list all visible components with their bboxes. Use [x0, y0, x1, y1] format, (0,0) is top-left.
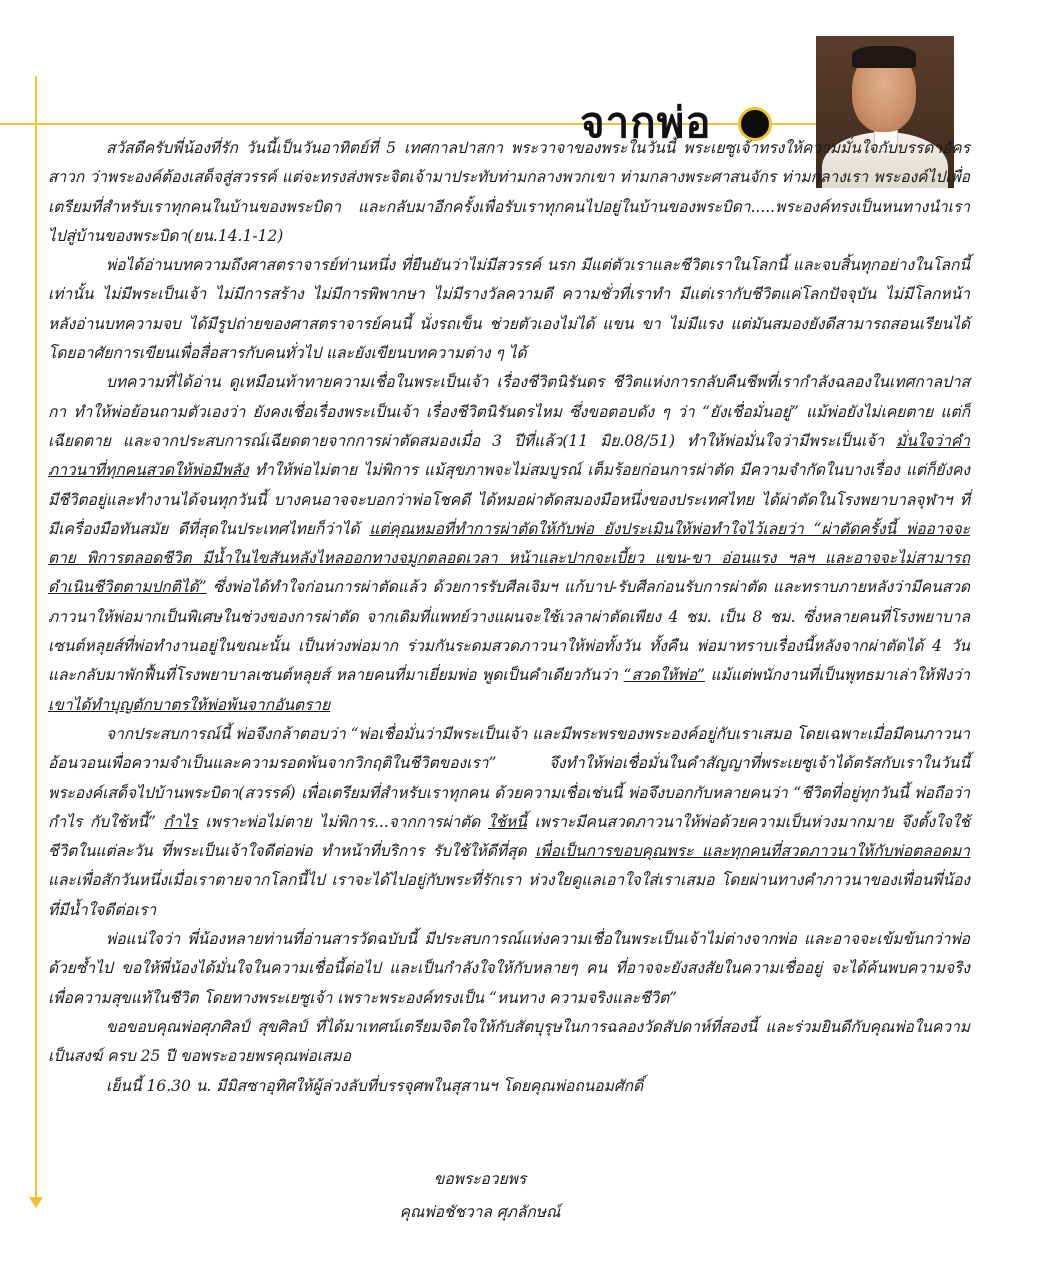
underlined-text: แต่คุณหมอที่ทำการผ่าตัดให้กับพ่อ ยังประเมินให้พ่อทำใจไว้เลยว่า “ผ่าตัดครั้งนี้ พ่ออาจจะตาย พิการตลอดชีวิต มีน้ำในไขสันหลังไหลออกทางจมูกตลอดเวลา หน้าและปากจะเบี้ยว แขน-ขา อ่อนแรง ฯลฯ และอาจจะไม่สามารถดำเนินชีวิตตามปกติได้”: [48, 519, 970, 597]
paragraph: [48, 251, 970, 368]
text-segment: สวัสดีครับพี่น้องที่รัก วันนี้เป็นวันอาทิตย์ที่ 5 เทศกาลปาสกา พระวาจาของพระในวันนี้ พระเยซูเจ้าทรงให้ความมั่นใจกับบรรดาอัครสาวก ว่าพระองค์ต้องเสด็จสู่สวรรค์ แต่จะทรงส่งพระจิตเจ้ามาประทับท่ามกลางพวกเขา ท่ามกลางพระศาสนจักร ท่ามกลางเรา พระองค์ไปเพื่อเตรียมที่สำหรับเราทุกคนในบ้านของพระบิดา และกลับมาอีกครั้งเพื่อรับเราทุกคนไปอยู่ในบ้านของพระบิดา.....พระองค์ทรงเป็นหนทางนำเราไปสู่บ้านของพระบิดา(ยน.14.1-12): [48, 139, 970, 245]
text-segment: เพราะมีคนสวดภาวนาให้พ่อด้วยความเป็นห่วงมากมาย จึงตั้งใจใช้ชีวิตในแต่ละวัน ที่พระเป็นเจ้าใจดีต่อพ่อ ทำหน้าที่บริการ รับใช้ให้ดีที่สุด: [48, 812, 970, 861]
signature-blessing: ขอพระอวยพร: [433, 1170, 527, 1188]
paragraph: [48, 720, 970, 925]
underlined-text: เพื่อเป็นการขอบคุณพระ และทุกคนที่สวดภาวนาให้กับพ่อตลอดมา: [535, 842, 970, 861]
text-segment: และเพื่อสักวันหนึ่งเมื่อเราตายจากโลกนี้ไป เราจะได้ไปอยู่กับพระที่รักเรา ห่วงใยดูแลเอาใจใส่เราเสมอ โดยผ่านทางคำภาวนาของเพื่อนพี่น้องที่มีน้ำใจดีต่อเรา: [48, 871, 970, 919]
text-segment: เย็นนี้ 16.30 น. มีมิสซาอุทิศให้ผู้ล่วงลับที่บรรจุศพในสุสานฯ โดยคุณพ่อถนอมศักดิ์: [106, 1076, 644, 1095]
text-segment: บทความที่ได้อ่าน ดูเหมือนท้าทายความเชื่อในพระเป็นเจ้า เรื่องชีวิตนิรันดร ชีวิตแห่งการกลับคืนชีพที่เรากำลังฉลองในเทศกาลปาสกา ทำให้พ่อย้อนถามตัวเองว่า ยังคงเชื่อเรื่องพระเป็นเจ้า เรื่องชีวิตนิรันดรไหม ซึ่งขอตอบดัง ๆ ว่า “ยังเชื่อมั่นอยู่” แม้พ่อยังไม่เคยตาย แต่ก็เฉียดตาย และจากประสบการณ์เฉียดตายจากการผ่าตัดสมองเมื่อ 3 ปีที่แล้ว(11 มิย.08/51) ทำให้พ่อมั่นใจว่ามีพระเป็นเจ้า: [48, 373, 970, 450]
underlined-text: ใช้หนี้: [487, 812, 527, 831]
text-segment: ซึ่งพ่อได้ทำใจก่อนการผ่าตัดแล้ว ด้วยการรับศีลเจิมฯ แก้บาป-รับศีลก่อนรับการผ่าตัด และทราบภายหลังว่ามีคนสวดภาวนาให้พ่อมากเป็นพิเศษในช่วงของการผ่าตัด จากเดิมที่แพทย์วางแผนจะใช้เวลาผ่าตัดเพียง 4 ชม. เป็น 8 ชม. ซึ่งหลายคนที่โรงพยาบาลเซนต์หลุยส์ที่พ่อทำงานอยู่ในขณะนั้น เป็นห่วงพ่อมาก ร่วมกันระดมสวดภาวนาให้พ่อทั้งวัน ทั้งคืน พ่อมาทราบเรื่องนี้หลังจากผ่าตัดได้ 4 วัน และกลับมาพักฟื้นที่โรงพยาบาลเซนต์หลุยส์ หลายคนที่มาเยี่ยมพ่อ พูดเป็นคำเดียวกันว่า: [48, 578, 970, 685]
underlined-text: เขาได้ทำบุญตักบาตรให้พ่อพ้นจากอันตราย: [48, 695, 331, 714]
text-segment: จากประสบการณ์นี้ พ่อจึงกล้าตอบว่า “พ่อเชื่อมั่นว่ามีพระเป็นเจ้า และมีพระพรของพระองค์อยู่กับเราเสมอ โดยเฉพาะเมื่อมีคนภาวนา อ้อนวอนเพื่อความจำเป็นและความรอดพ้นจากวิกฤติในชีวิตของเรา” จึงทำให้พ่อเชื่อมั่นในคำสัญญาที่พระเยซูเจ้าได้ตรัสกับเราในวันนี้ พระองค์เสด็จไปบ้านพระบิดา(สวรรค์) เพื่อเตรียมที่สำหรับเราทุกคน ด้วยความเชื่อเช่นนี้ พ่อจึงบอกกับหลายคนว่า “ชีวิตที่อยู่ทุกวันนี้ พ่อถือว่ากำไร กับใช้หนี้”: [48, 724, 970, 831]
paragraph: [48, 1072, 970, 1101]
paragraph: [48, 925, 970, 1013]
text-segment: ทำให้พ่อไม่ตาย ไม่พิการ แม้สุขภาพจะไม่สมบูรณ์ เต็มร้อยก่อนการผ่าตัด มีความจำกัดในบางเรื่อง แต่ก็ยังคงมีชีวิตอยู่และทำงานได้จนทุกวันนี้ บางคนอาจจะบอกว่าพ่อโชคดี ได้หมอผ่าตัดสมองมือหนึ่งของประเทศไทย ได้ผ่าตัดในโรงพยาบาลจุฬาฯ ที่มีเครื่องมือทันสมัย ดีที่สุดในประเทศไทยก็ว่าได้: [48, 461, 970, 538]
text-segment: แม้แต่พนักงานที่เป็นพุทธมาเล่าให้ฟังว่า: [704, 666, 970, 685]
paragraph: [48, 134, 970, 251]
text-segment: เพราะพ่อไม่ตาย ไม่พิการ...จากการผ่าตัด: [197, 812, 488, 831]
letter-body: [48, 134, 970, 1101]
underlined-text: “สวดให้พ่อ”: [623, 666, 705, 685]
page-title: จากพ่อ: [580, 98, 712, 148]
paragraph: [48, 1013, 970, 1072]
underlined-text: กำไร: [163, 812, 198, 831]
margin-rule: [35, 76, 37, 1198]
portrait-hair: [852, 46, 916, 68]
text-segment: พ่อแน่ใจว่า พี่น้องหลายท่านที่อ่านสารวัดฉบับนี้ มีประสบการณ์แห่งความเชื่อในพระเป็นเจ้าไม่ต่างจากพ่อ และอาจจะเข้มข้นกว่าพ่อด้วยซ้ำไป ขอให้พี่น้องได้มั่นใจในความเชื่อนี้ต่อไป และเป็นกำลังใจให้กับหลายๆ คน ที่อาจจะยังสงสัยในความเชื่ออยู่ จะได้ค้นพบความจริงเพื่อความสุขแท้ในชีวิต โดยทางพระเยซูเจ้า เพราะพระองค์ทรงเป็น “หนทาง ความจริงและชีวิต”: [48, 930, 970, 1007]
signature-name: คุณพ่อชัชวาล ศุภลักษณ์: [399, 1203, 561, 1221]
underlined-text: มั่นใจว่าคำภาวนาที่ทุกคนสวดให้พ่อมีพลัง: [48, 431, 970, 480]
paragraph: [48, 368, 970, 720]
text-segment: ขอขอบคุณพ่อศุภศิลป์ สุขศิลป์ ที่ได้มาเทศน์เตรียมจิตใจให้กับสัตบุรุษในการฉลองวัดสัปดาห์ที่สองนี้ และร่วมยินดีกับคุณพ่อในความเป็นสงฆ์ ครบ 25 ปี ขอพระอวยพรคุณพ่อเสมอ: [48, 1017, 970, 1066]
text-segment: พ่อได้อ่านบทความถึงศาสตราจารย์ท่านหนึ่ง ที่ยืนยันว่าไม่มีสวรรค์ นรก มีแต่ตัวเราและชีวิตเราในโลกนี้ และจบสิ้นทุกอย่างในโลกนี้เท่านั้น ไม่มีพระเป็นเจ้า ไม่มีการสร้าง ไม่มีการพิพากษา ไม่มีรางวัลความดี ความชั่วที่เราทำ มีแต่เรากับชีวิตแค่โลกปัจจุบัน ไม่มีโลกหน้า หลังอ่านบทความจบ ได้มีรูปถ่ายของศาสตราจารย์คนนี้ นั่งรถเข็น ช่วยตัวเองไม่ได้ แขน ขา ไม่มีแรง แต่มันสมองยังดีสามารถสอนเรียนได้ โดยอาศัยการเขียนเพื่อสื่อสารกับคนทั่วไป และยังเขียนบทความต่าง ๆ ได้: [48, 256, 970, 363]
